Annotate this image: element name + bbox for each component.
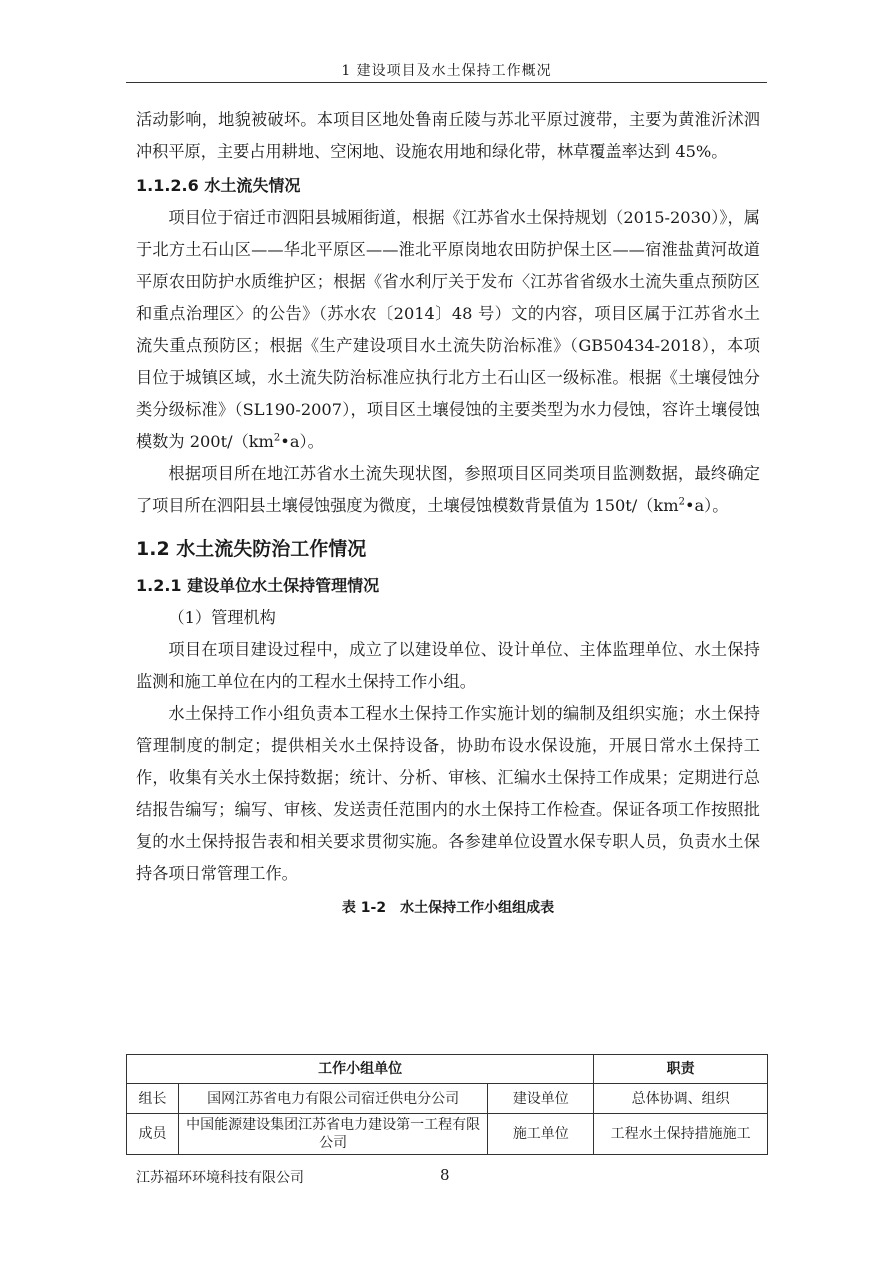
document-body	[136, 104, 760, 924]
table-cell-duty: 总体协调、组织	[594, 1084, 768, 1114]
table-cell-duty: 工程水土保持措施施工	[594, 1114, 768, 1155]
heading-1-2-1: 1.2.1 建设单位水土保持管理情况	[136, 576, 380, 595]
table-cell-role: 组长	[127, 1084, 179, 1114]
footer-company: 江苏福环环境科技有限公司	[136, 1170, 304, 1186]
paragraph-erosion-background-text: 根据项目所在地江苏省水土流失现状图，参照项目区同类项目监测数据，最终确定了项目所在泗阳县土壤侵蚀强度为微度，土壤侵蚀模数背景值为 150t/（km	[136, 464, 760, 515]
paragraph-landform: 活动影响，地貌被破坏。本项目区地处鲁南丘陵与苏北平原过渡带，主要为黄淮沂沭泗冲积平原，主要占用耕地、空闲地、设施农用地和绿化带，林草覆盖率达到 45%。	[136, 110, 760, 161]
table-cell-org: 中国能源建设集团江苏省电力建设第一工程有限公司	[178, 1114, 487, 1155]
heading-1-1-2-6: 1.1.2.6 水土流失情况	[136, 176, 301, 195]
heading-1-2: 1.2 水土流失防治工作情况	[136, 538, 367, 560]
table-cell-role: 成员	[127, 1114, 179, 1155]
paragraph-working-group: 项目在项目建设过程中，成立了以建设单位、设计单位、主体监理单位、水土保持监测和施工单位在内的工程水土保持工作小组。	[136, 640, 760, 691]
table-cell-type: 施工单位	[488, 1114, 594, 1155]
table-header-duty: 职责	[594, 1055, 768, 1084]
working-group-table	[126, 1054, 768, 1155]
paragraph-erosion-zoning	[136, 202, 760, 458]
subheading-management-org: （1）管理机构	[168, 608, 276, 627]
superscript-2: 2	[678, 496, 685, 508]
table-row	[127, 1084, 768, 1114]
paragraph-erosion-background	[136, 458, 760, 522]
paragraph-erosion-zoning-tail: •a）。	[280, 432, 324, 451]
table-header-unit: 工作小组单位	[127, 1055, 594, 1084]
superscript-2: 2	[273, 432, 281, 444]
paragraph-group-duties: 水土保持工作小组负责本工程水土保持工作实施计划的编制及组织实施；水土保持管理制度的制定；提供相关水土保持设备，协助布设水保设施，开展日常水土保持工作，收集有关水土保持数据；统计、分析、审核、汇编水土保持工作成果；定期进行总结报告编写；编写、审核、发送责任范围内的水土保持工作检查。保证各项工作按照批复的水土保持报告表和相关要求贯彻实施。各参建单位设置水保专职人员，负责水土保持各项日常管理工作。	[136, 704, 760, 883]
table-row	[127, 1114, 768, 1155]
table-caption: 表 1-2 水土保持工作小组组成表	[341, 900, 555, 916]
paragraph-erosion-zoning-text: 项目位于宿迁市泗阳县城厢街道，根据《江苏省水土保持规划（2015-2030）》，属于北方土石山区——华北平原区——淮北平原岗地农田防护保土区——宿淮盐黄河故道平原农田防护水质维护区；根据《省水利厅关于发布〈江苏省省级水土流失重点预防区和重点治理区〉的公告》（苏水农〔2014〕48 号）文的内容，项目区属于江苏省水土流失重点预防区；根据《生产建设项目水土流失防治标准》（GB50434-2018），本项目位于城镇区域，水土流失防治标准应执行北方土石山区一级标准。根据《土壤侵蚀分类分级标准》（SL190-2007），项目区土壤侵蚀的主要类型为水力侵蚀，容许土壤侵蚀模数为 200t/（km	[136, 208, 760, 451]
table-header-row	[127, 1055, 768, 1084]
table-cell-org: 国网江苏省电力有限公司宿迁供电分公司	[178, 1084, 487, 1114]
page-number: 8	[440, 1166, 450, 1184]
table-cell-type: 建设单位	[488, 1084, 594, 1114]
header-rule	[126, 82, 767, 83]
paragraph-erosion-background-tail: •a）。	[684, 496, 729, 515]
running-header: 1 建设项目及水土保持工作概况	[341, 63, 552, 79]
